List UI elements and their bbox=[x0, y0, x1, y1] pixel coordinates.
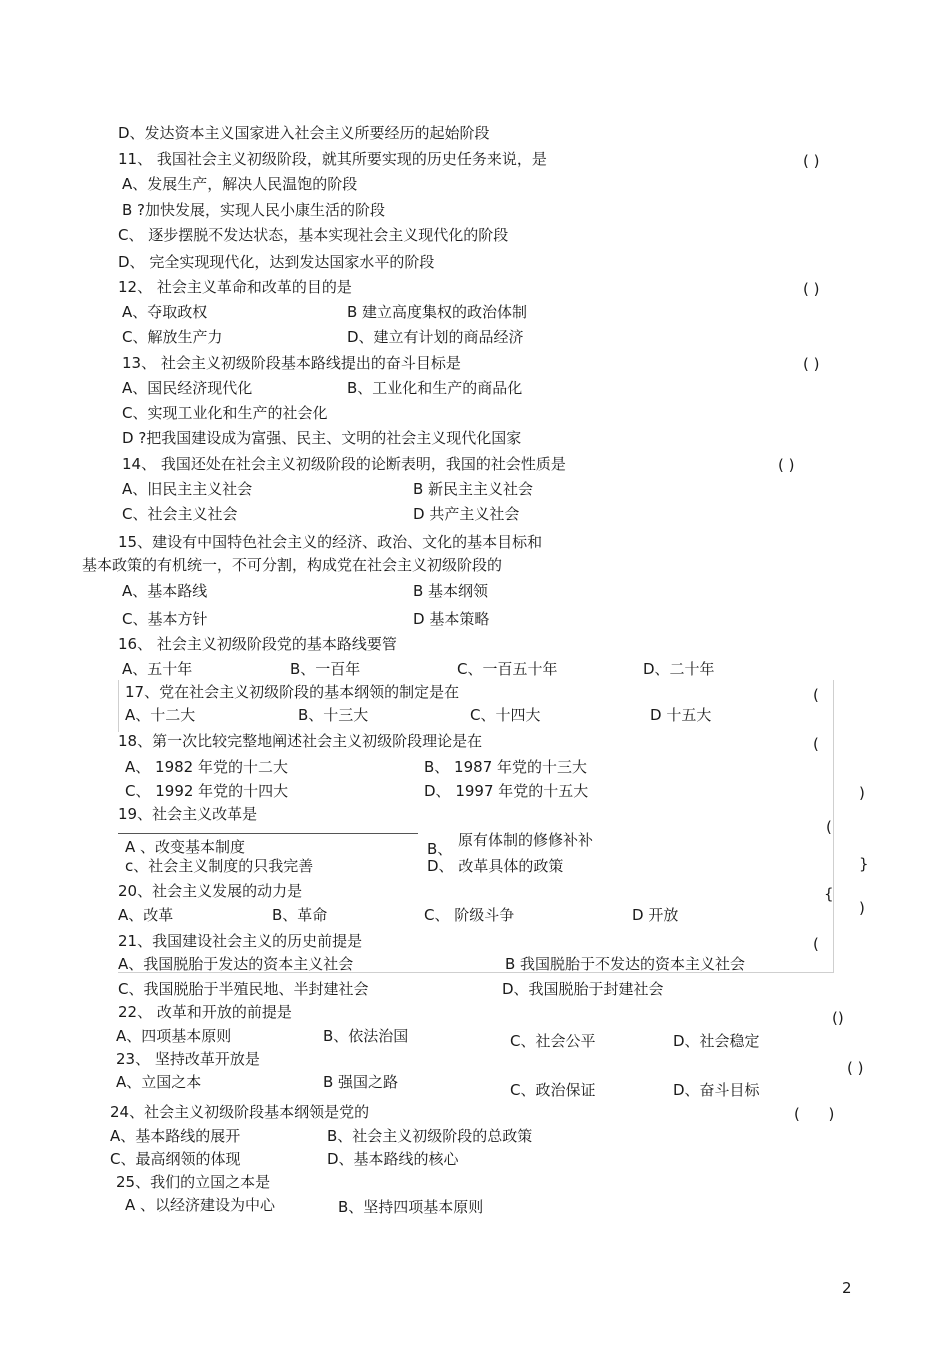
option-d: D、 1997 年党的十五大 bbox=[424, 782, 589, 800]
question-15-continued: 基本政策的有机统一，不可分割，构成党在社会主义初级阶段的 bbox=[82, 556, 503, 574]
option-c: C、社会主义社会 bbox=[122, 505, 238, 523]
option-a: A、基本路线 bbox=[122, 582, 208, 600]
question-25: 25、我们的立国之本是 bbox=[116, 1173, 271, 1191]
option-a: A、五十年 bbox=[122, 660, 193, 678]
option-a: A、立国之本 bbox=[116, 1073, 202, 1091]
answer-bracket: ( ) bbox=[778, 456, 795, 474]
page-number: 2 bbox=[842, 1279, 852, 1297]
option-c: C、十四大 bbox=[470, 706, 541, 724]
answer-bracket: ( ) bbox=[803, 152, 820, 170]
scan-border bbox=[833, 680, 834, 972]
question-21: 21、我国建设社会主义的历史前提是 bbox=[118, 932, 363, 950]
question-17: 17、党在社会主义初级阶段的基本纲领的制定是在 bbox=[125, 683, 460, 701]
option-b: B 新民主主义社会 bbox=[413, 480, 534, 498]
option-c: C、解放生产力 bbox=[122, 328, 223, 346]
option-b: B、 1987 年党的十三大 bbox=[424, 758, 588, 776]
option-b: B、革命 bbox=[272, 906, 328, 924]
answer-bracket: ( bbox=[813, 735, 819, 753]
option-a: A、发展生产，解决人民温饱的阶段 bbox=[122, 175, 358, 193]
option-b: B、依法治国 bbox=[323, 1027, 409, 1045]
option-a: A、四项基本原则 bbox=[116, 1027, 232, 1045]
answer-bracket: ( bbox=[826, 818, 832, 836]
answer-bracket: ( ) bbox=[847, 1059, 864, 1077]
question-15: 15、建设有中国特色社会主义的经济、政治、文化的基本目标和 bbox=[118, 533, 543, 551]
option-c: C、我国脱胎于半殖民地、半封建社会 bbox=[118, 980, 369, 998]
question-18: 18、第一次比较完整地阐述社会主义初级阶段理论是在 bbox=[118, 732, 483, 750]
option-b: B ?加快发展，实现人民小康生活的阶段 bbox=[122, 201, 386, 219]
option-a: A、改革 bbox=[118, 906, 174, 924]
answer-bracket: ( ) bbox=[794, 1105, 835, 1123]
option-b: B、十三大 bbox=[298, 706, 369, 724]
option-c: C、 1992 年党的十四大 bbox=[125, 782, 289, 800]
answer-bracket: { bbox=[824, 885, 834, 903]
option-a: A、旧民主主义社会 bbox=[122, 480, 253, 498]
answer-bracket: ( ) bbox=[803, 355, 820, 373]
option-d: D 基本策略 bbox=[413, 610, 490, 628]
option-c: c、社会主义制度的只我完善 bbox=[125, 857, 314, 875]
option-d: D、奋斗目标 bbox=[673, 1081, 760, 1099]
answer-bracket: ) bbox=[859, 899, 865, 917]
option-b: B 我国脱胎于不发达的资本主义社会 bbox=[505, 955, 746, 973]
option-b: B、社会主义初级阶段的总政策 bbox=[327, 1127, 533, 1145]
option-b: B 建立高度集权的政治体制 bbox=[347, 303, 528, 321]
option-b: B、坚持四项基本原则 bbox=[338, 1198, 484, 1216]
question-20: 20、社会主义发展的动力是 bbox=[118, 882, 303, 900]
question-14: 14、 我国还处在社会主义初级阶段的论断表明，我国的社会性质是 bbox=[122, 455, 566, 473]
option-d: D 开放 bbox=[632, 906, 679, 924]
option-b: B 强国之路 bbox=[323, 1073, 399, 1091]
option-b: B、工业化和生产的商品化 bbox=[347, 379, 523, 397]
option-d: D、建立有计划的商品经济 bbox=[347, 328, 524, 346]
scan-border bbox=[118, 680, 119, 732]
option-c: C、政治保证 bbox=[510, 1081, 596, 1099]
answer-bracket: () bbox=[832, 1009, 844, 1027]
option-b: B 基本纲领 bbox=[413, 582, 489, 600]
question-24: 24、社会主义初级阶段基本纲领是党的 bbox=[110, 1103, 370, 1121]
option-c: C、基本方针 bbox=[122, 610, 208, 628]
option-b: B、一百年 bbox=[290, 660, 361, 678]
option-d: D 共产主义社会 bbox=[413, 505, 520, 523]
answer-bracket: ( bbox=[813, 686, 819, 704]
answer-bracket: } bbox=[859, 855, 869, 873]
option-a: A、我国脱胎于发达的资本主义社会 bbox=[118, 955, 354, 973]
option-d: D 十五大 bbox=[650, 706, 712, 724]
question-11: 11、 我国社会主义初级阶段，就其所要实现的历史任务来说，是 bbox=[118, 150, 547, 168]
option-d: D、我国脱胎于封建社会 bbox=[502, 980, 664, 998]
underline bbox=[118, 833, 418, 834]
option-d: D、二十年 bbox=[643, 660, 715, 678]
option-c: C、 逐步摆脱不发达状态，基本实现社会主义现代化的阶段 bbox=[118, 226, 509, 244]
option-d: D、 完全实现现代化，达到发达国家水平的阶段 bbox=[118, 253, 435, 271]
answer-bracket: ( bbox=[813, 935, 819, 953]
question-22: 22、 改革和开放的前提是 bbox=[118, 1003, 292, 1021]
option-a: A、 1982 年党的十二大 bbox=[125, 758, 288, 776]
option-a: A、国民经济现代化 bbox=[122, 379, 253, 397]
option-c: C、一百五十年 bbox=[457, 660, 558, 678]
option-d: D、基本路线的核心 bbox=[327, 1150, 459, 1168]
option-a: A、夺取政权 bbox=[122, 303, 208, 321]
option-b-text: 原有体制的修修补补 bbox=[458, 831, 594, 849]
option-a: A、十二大 bbox=[125, 706, 196, 724]
option-d: D、发达资本主义国家进入社会主义所要经历的起始阶段 bbox=[118, 124, 490, 142]
question-12: 12、 社会主义革命和改革的目的是 bbox=[118, 278, 352, 296]
option-c: C、 阶级斗争 bbox=[424, 906, 515, 924]
option-c: C、社会公平 bbox=[510, 1032, 596, 1050]
option-d: D、社会稳定 bbox=[673, 1032, 760, 1050]
option-a: A 、改变基本制度 bbox=[125, 838, 246, 856]
option-a: A 、以经济建设为中心 bbox=[125, 1196, 276, 1214]
option-c: C、最高纲领的体现 bbox=[110, 1150, 241, 1168]
question-23: 23、 坚持改革开放是 bbox=[116, 1050, 260, 1068]
option-d: D、 改革具体的政策 bbox=[427, 857, 564, 875]
answer-bracket: ) bbox=[859, 784, 865, 802]
option-c: C、实现工业化和生产的社会化 bbox=[122, 404, 328, 422]
question-16: 16、 社会主义初级阶段党的基本路线要管 bbox=[118, 635, 397, 653]
answer-bracket: ( ) bbox=[803, 280, 820, 298]
question-13: 13、 社会主义初级阶段基本路线提出的奋斗目标是 bbox=[122, 354, 461, 372]
option-d: D ?把我国建设成为富强、民主、文明的社会主义现代化国家 bbox=[122, 429, 522, 447]
question-19: 19、社会主义改革是 bbox=[118, 805, 258, 823]
option-a: A、基本路线的展开 bbox=[110, 1127, 241, 1145]
option-b-label: B、 bbox=[427, 840, 453, 858]
